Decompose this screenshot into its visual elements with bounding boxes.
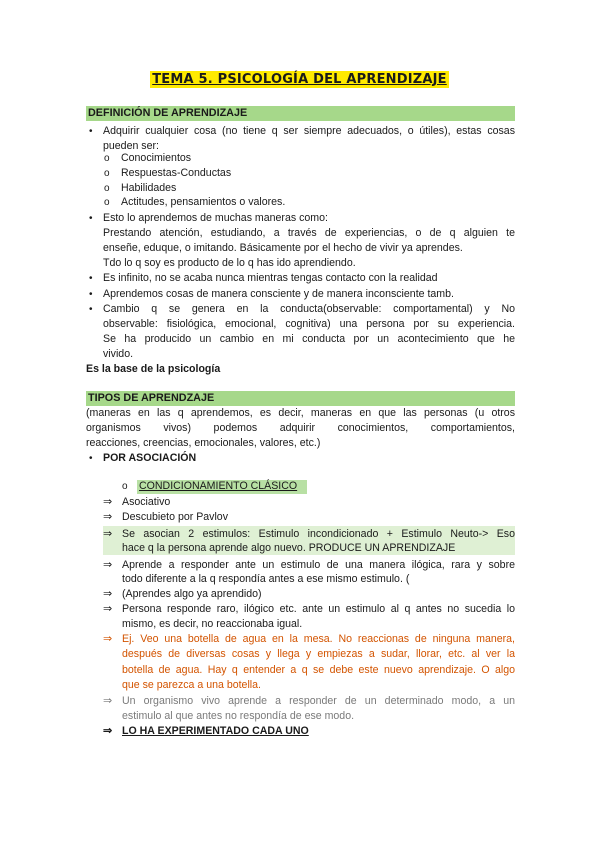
arrow-text: Asociativo: [122, 496, 171, 508]
bullet-icon: •: [89, 304, 93, 315]
closing-statement: Es la base de la psicología: [86, 363, 221, 375]
bullet-text: Es infinito, no se acaba nunca mientras tengas contacto con la realidad: [103, 272, 438, 284]
arrow-text: Se asocian 2 estimulos: Estimulo incondicionado + Estimulo Neuto-> Eso: [122, 528, 515, 540]
sub-bullet-icon: o: [104, 183, 110, 194]
example-text: que se parezca a una botella.: [122, 679, 261, 691]
intro-text: organismos vivos) podemos adquirir conocimientos, comportamientos,: [86, 422, 515, 434]
arrow-text: (Aprendes algo ya aprendido): [122, 588, 262, 600]
arrow-icon: ⇒: [103, 725, 113, 737]
section-header-definicion: DEFINICIÓN DE APRENDIZAJE: [86, 106, 515, 121]
bullet-text: pueden ser:: [103, 140, 159, 152]
sub-bullet-icon: o: [104, 197, 110, 208]
sub-item: Habilidades: [121, 182, 177, 194]
subsection-title: CONDICIONAMIENTO CLÁSICO: [139, 480, 298, 492]
bullet-text: observable: fisiológica, emocional, cognitiva) una persona por su experiencia.: [103, 318, 515, 330]
arrow-icon: ⇒: [103, 559, 113, 571]
bullet-text: Esto lo aprendemos de muchas maneras como:: [103, 212, 328, 224]
page-title: TEMA 5. PSICOLOGÍA DEL APRENDIZAJE: [152, 72, 447, 87]
bullet-text: Prestando atención, estudiando, a través de experiencias, o de q alguien te: [103, 227, 515, 239]
arrow-icon: ⇒: [103, 528, 113, 540]
bullet-text: Aprendemos cosas de manera consciente y de manera inconsciente tamb.: [103, 288, 454, 300]
bullet-text: Adquirir cualquier cosa (no tiene q ser siempre adecuados, o útiles), estas cosas: [103, 125, 515, 137]
arrow-text: Aprende a responder ante un estimulo de una manera ilógica, rara y sobre: [122, 559, 515, 571]
bullet-icon: •: [89, 126, 93, 137]
bullet-icon: •: [89, 453, 93, 464]
arrow-icon: ⇒: [103, 695, 113, 707]
sub-bullet-icon: o: [122, 481, 128, 492]
intro-text: (maneras en las q aprendemos, es decir, maneras en que las personas (u otros: [86, 407, 515, 419]
arrow-text: estimulo al que antes no respondía de ese modo.: [122, 710, 355, 722]
example-text: después de diversas cosas y llega y empiezas a sudar, llorar, etc. al ver la: [122, 648, 515, 660]
bullet-text: Se ha producido un cambio en mi conducta por un acontecimiento que he: [103, 333, 515, 345]
example-text: Ej. Veo una botella de agua en la mesa. No reaccionas de ninguna manera,: [122, 633, 515, 645]
bullet-text: Tdo lo q soy es producto de lo q has ido aprendiendo.: [103, 257, 356, 269]
arrow-text: LO HA EXPERIMENTADO CADA UNO: [122, 725, 309, 737]
example-text: botella de agua. Hay q entender a q se debe este nuevo aprendizaje. O algo: [122, 664, 515, 676]
sub-bullet-icon: o: [104, 168, 110, 179]
section-header-tipos: TIPOS DE APRENDZAJE: [86, 391, 515, 406]
bullet-text: Cambio q se genera en la conducta(observable: comportamental) y No: [103, 303, 515, 315]
arrow-icon: ⇒: [103, 633, 113, 645]
bullet-text: vivido.: [103, 348, 134, 360]
arrow-icon: ⇒: [103, 511, 113, 523]
intro-text: reacciones, creencias, emocionales, valores, etc.): [86, 437, 321, 449]
arrow-icon: ⇒: [103, 603, 113, 615]
arrow-text: Descubieto por Pavlov: [122, 511, 228, 523]
arrow-text: Persona responde raro, ilógico etc. ante un estimulo al q antes no sucedia lo: [122, 603, 515, 615]
bullet-icon: •: [89, 289, 93, 300]
arrow-icon: ⇒: [103, 496, 113, 508]
arrow-text: mismo, es decir, no reaccionaba igual.: [122, 618, 303, 630]
bullet-text: POR ASOCIACIÓN: [103, 452, 197, 464]
arrow-icon: ⇒: [103, 588, 113, 600]
sub-item: Conocimientos: [121, 152, 192, 164]
arrow-text: Un organismo vivo aprende a responder de un determinado modo, a un: [122, 695, 515, 707]
arrow-text: todo diferente a la q respondía antes a ese mismo estimulo. (: [122, 573, 410, 585]
sub-item: Respuestas-Conductas: [121, 167, 232, 179]
sub-item: Actitudes, pensamientos o valores.: [121, 196, 286, 208]
bullet-text: enseñe, eduque, o imitando. Básicamente por el hecho de vivir ya aprendes.: [103, 242, 463, 254]
arrow-text: hace q la persona aprende algo nuevo. PRODUCE UN APRENDIZAJE: [122, 542, 456, 554]
bullet-icon: •: [89, 273, 93, 284]
bullet-icon: •: [89, 213, 93, 224]
sub-bullet-icon: o: [104, 153, 110, 164]
